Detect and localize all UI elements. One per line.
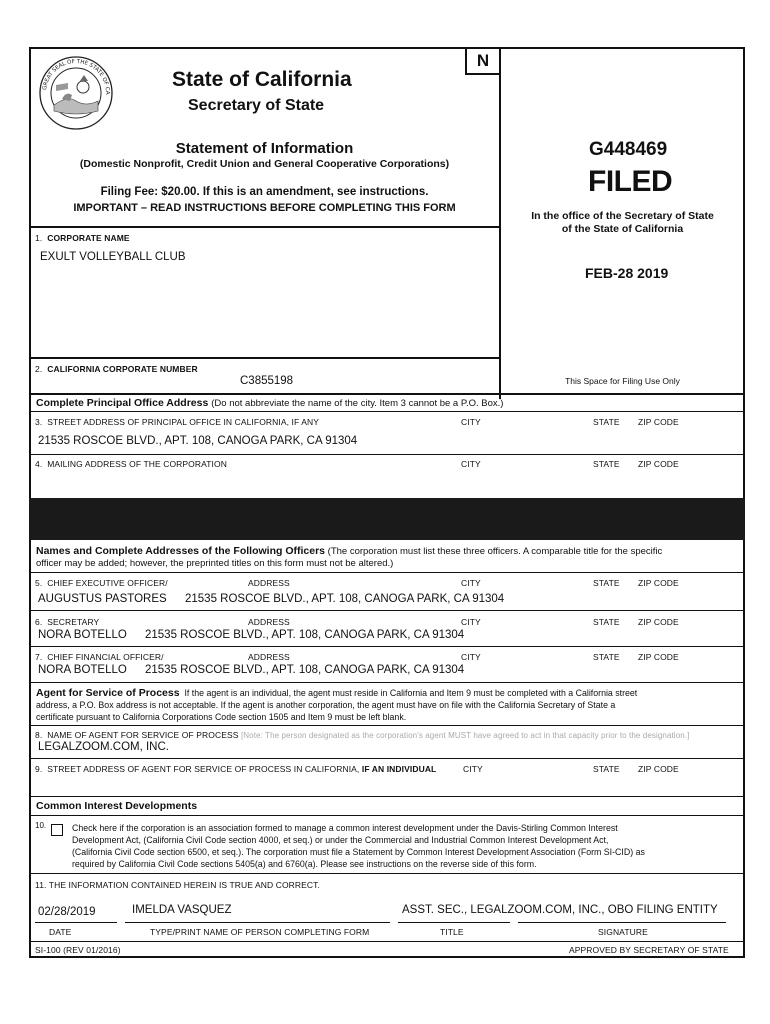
corporate-name-value: EXULT VOLLEYBALL CLUB [40,251,186,263]
form-type-letter: N [476,51,490,70]
divider [29,941,745,942]
city-label: CITY [461,417,481,427]
section-note: (The corporation must list these three officers. A comparable title for the specific [327,546,663,557]
item3-label [35,417,319,427]
agent-note: [Note: The person designated as the corporation's agent MUST have agreed to act in that capacity prior to the designation.] [240,731,690,740]
officer-title: SECRETARY [47,617,100,627]
filing-date: FEB-28 2019 [585,265,669,281]
item-number: 7. [35,652,43,662]
cid-text [72,822,734,870]
filing-office-line2: of the State of California [561,223,684,235]
divider [29,610,745,611]
zip-label: ZIP CODE [638,578,679,588]
divider [29,646,745,647]
item-number: 4. [35,459,43,469]
officers-heading-note2: officer may be added; however, the preprinted titles on this form must not be altered.) [36,558,394,569]
cid-line: required by California Civil Code sections 5405(a) and 6760(a). Please see instructions on the reverse side of this form. [72,859,537,869]
item-label: STREET ADDRESS OF PRINCIPAL OFFICE IN CALIFORNIA, IF ANY [47,417,320,427]
officer-title: CHIEF EXECUTIVE OFFICER/ [47,578,168,588]
item-number: 5. [35,578,43,588]
officer-secretary-name: NORA BOTELLO [38,629,127,641]
officer-ceo-name: AUGUSTUS PASTORES [38,593,167,605]
section-heading: Names and Complete Addresses of the Following Officers [36,545,326,557]
item-number: 1. [35,233,43,243]
city-label: CITY [463,764,483,774]
cid-heading: Common Interest Developments [36,800,198,812]
city-label: CITY [461,578,481,588]
signature-line [35,922,117,923]
divider [29,357,500,359]
item4-label [35,459,227,469]
item1-label [35,233,130,243]
agent-text: address, a P.O. Box address is not acceptable. If the agent is another corporation, the agent must have on file with the California Secretary of State a [36,700,616,710]
divider [29,815,745,816]
signer-name-value: IMELDA VASQUEZ [132,904,232,916]
officer-ceo-address: 21535 ROSCOE BLVD., APT. 108, CANOGA PARK, CA 91304 [185,593,505,605]
filing-use-note: This Space for Filing Use Only [565,376,680,386]
state-title: State of California [172,68,352,91]
title-label: TITLE [440,927,464,937]
agent-section-text [36,687,740,723]
address-label: ADDRESS [248,578,290,588]
cid-line: Development Act, (California Civil Code section 4000, et seq.) or under the Commercial and Industrial Common Interest Development Act, [72,835,609,845]
item-label: STREET ADDRESS OF AGENT FOR SERVICE OF PROCESS IN CALIFORNIA, [47,764,360,774]
statement-title: Statement of Information [175,140,354,157]
agent-text: If the agent is an individual, the agent must reside in California and Item 9 must be completed with a California street [184,688,638,698]
divider [29,758,745,759]
item11-statement: 11. THE INFORMATION CONTAINED HEREIN IS TRUE AND CORRECT. [35,880,320,890]
cid-line: (California Civil Code section 6500, et seq.). The corporation must file a Statement by Common Interest Development Association (Form SI-CID) as [72,847,645,857]
office-title: Secretary of State [188,97,325,114]
item9-label [35,764,436,774]
state-seal-icon [38,55,114,131]
form-type-box [465,49,499,75]
city-label: CITY [461,459,481,469]
date-label: DATE [49,927,72,937]
divider [29,873,745,874]
principal-address-value: 21535 ROSCOE BLVD., APT. 108, CANOGA PARK, CA 91304 [38,435,358,447]
item-number: 3. [35,417,43,427]
officer-cfo-address: 21535 ROSCOE BLVD., APT. 108, CANOGA PARK, CA 91304 [145,664,465,676]
divider [29,411,745,412]
state-label: STATE [593,578,620,588]
item2-label [35,364,198,374]
divider [29,454,745,455]
officer-secretary-label [35,617,99,627]
zip-label: ZIP CODE [638,417,679,427]
zip-label: ZIP CODE [638,764,679,774]
state-label: STATE [593,459,620,469]
state-label: STATE [593,764,620,774]
officer-ceo-label [35,578,168,588]
divider [29,725,745,726]
state-label: STATE [593,417,620,427]
zip-label: ZIP CODE [638,459,679,469]
divider [29,226,500,228]
item-label: CORPORATE NAME [47,233,130,243]
signature-line [398,922,510,923]
item-label-bold: IF AN INDIVIDUAL [361,764,437,774]
filed-stamp: FILED [588,165,673,198]
city-label: CITY [461,652,481,662]
section-note: (Do not abbreviate the name of the city. Item 3 cannot be a P.O. Box.) [211,398,504,409]
city-label: CITY [461,617,481,627]
signature-line [125,922,390,923]
cid-checkbox[interactable] [51,824,63,836]
signer-title-value: ASST. SEC., LEGALZOOM.COM, INC., OBO FILING ENTITY [402,904,718,916]
divider [29,572,745,573]
signature-line [518,922,726,923]
filing-office-line1: In the office of the Secretary of State [531,210,714,222]
item-label: NAME OF AGENT FOR SERVICE OF PROCESS [47,730,239,740]
signature-label: SIGNATURE [598,927,648,937]
officer-secretary-address: 21535 ROSCOE BLVD., APT. 108, CANOGA PARK, CA 91304 [145,629,465,641]
redaction-band [29,498,745,540]
zip-label: ZIP CODE [638,617,679,627]
name-label: TYPE/PRINT NAME OF PERSON COMPLETING FORM [150,927,370,937]
item-number: 2. [35,364,43,374]
approved-by: APPROVED BY SECRETARY OF STATE [569,945,729,955]
section-heading: Complete Principal Office Address [36,397,209,409]
item8-label [35,730,689,740]
filing-number: G448469 [589,139,668,160]
signed-date-value: 02/28/2019 [38,906,96,918]
important-notice: IMPORTANT – READ INSTRUCTIONS BEFORE COMPLETING THIS FORM [73,202,456,214]
divider [29,682,745,683]
item-label: MAILING ADDRESS OF THE CORPORATION [47,459,227,469]
zip-label: ZIP CODE [638,652,679,662]
address-label: ADDRESS [248,617,290,627]
divider [29,393,745,395]
item-number: 9. [35,764,43,774]
corporate-number-value: C3855198 [240,375,294,387]
form-revision: SI-100 (REV 01/2016) [35,945,121,955]
address-label: ADDRESS [248,652,290,662]
item-number: 8. [35,730,43,740]
item10-number: 10. [35,821,47,830]
statement-subtitle: (Domestic Nonprofit, Credit Union and General Cooperative Corporations) [79,158,450,170]
state-label: STATE [593,617,620,627]
divider [29,796,745,797]
svg-text:GREAT SEAL OF THE STATE OF CAL: GREAT SEAL OF THE STATE OF CA [42,58,111,95]
item-number: 6. [35,617,43,627]
agent-name-value: LEGALZOOM.COM, INC. [38,741,169,753]
item-label: CALIFORNIA CORPORATE NUMBER [47,364,198,374]
agent-text: certificate pursuant to California Corporations Code section 1505 and Item 9 must be left blank. [36,712,407,722]
section-heading: Agent for Service of Process [36,687,180,699]
cid-line: Check here if the corporation is an association formed to manage a common interest development under the Davis-Stirling Common Interest [72,823,618,833]
officer-cfo-name: NORA BOTELLO [38,664,127,676]
officer-cfo-label [35,652,164,662]
principal-heading [36,397,503,409]
state-label: STATE [593,652,620,662]
officers-heading [36,545,736,559]
filing-fee: Filing Fee: $20.00. If this is an amendment, see instructions. [100,186,429,198]
officer-title: CHIEF FINANCIAL OFFICER/ [47,652,164,662]
